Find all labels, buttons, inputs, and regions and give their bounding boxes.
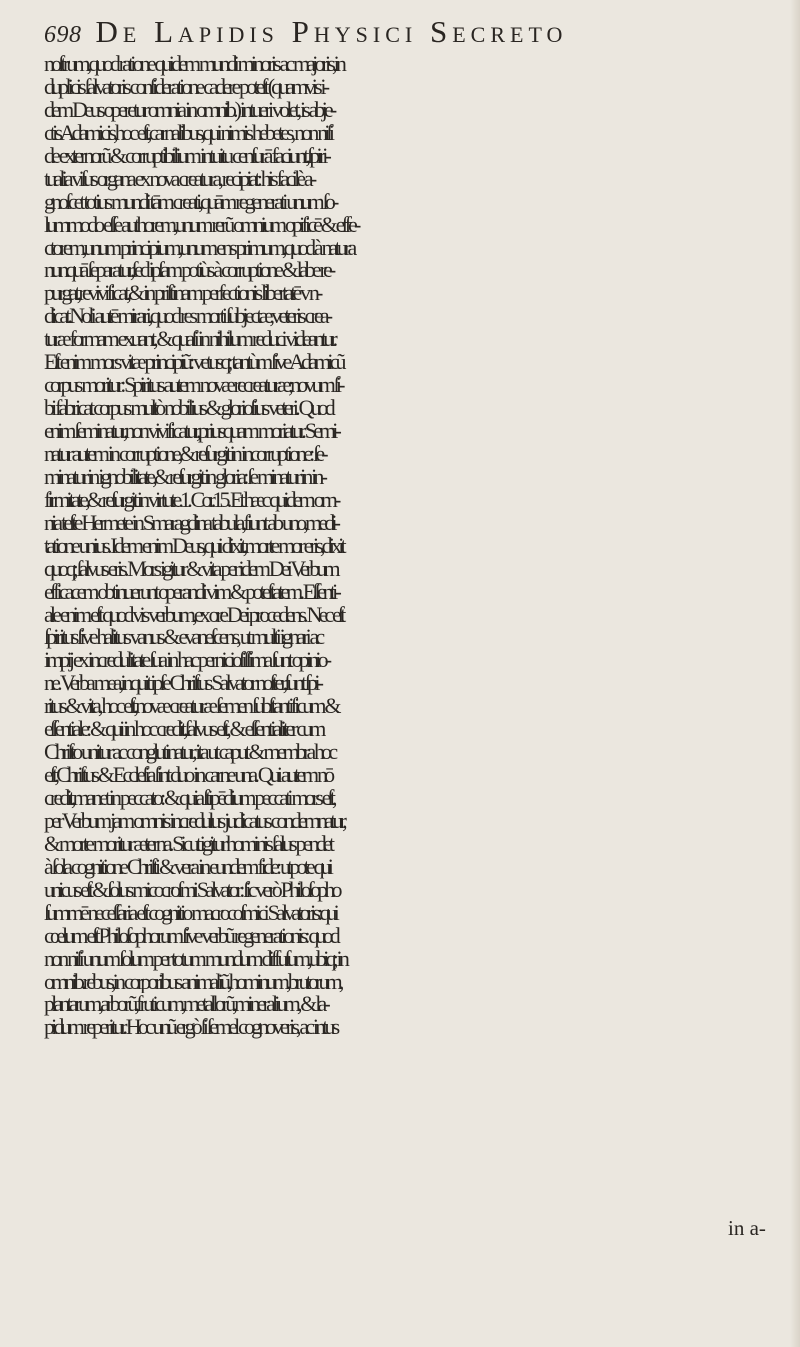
text-line: ne. Verba mea,inquit ipſe Chriſtus Salvator noſter,ſunt ſpi- [44, 672, 321, 696]
text-line: minatur in ignobilitate,& reſurgit in gloria: ſe minatur in in- [44, 465, 325, 489]
text-line: ctorem,unum principium,unum ens primum,quod à natura [44, 236, 354, 260]
running-title: De Lapidis Physici Secreto [95, 14, 568, 49]
text-line: noſtrum,quod ratione quidem mundi minoris ac majoris,in [44, 53, 344, 76]
text-line: Chriſto unitur ac conglutinatur, ita ut caput & membra hoc [44, 741, 335, 765]
text-line: nia teſte Hermete in Smaragdina tabula,fiunt ab uno,medi- [44, 511, 338, 535]
catchword: in a- [728, 1216, 766, 1240]
text-line: credit,manet in peccato: & quia ſtipēdium peccati mors eſt, [44, 787, 334, 810]
text-line: ale enim eſt quod vis verbum,ex ore Dei procedens. Nec eſt [44, 603, 343, 627]
text-line: turæ formam exuant, & quaſi in nihilum reduci videantur. [44, 328, 335, 352]
text-line: impij ex incredulitate ſua in hac pernicioſiſſima ſunt opinio- [44, 649, 329, 673]
text-line: nunquā ſeparatur,ſed ipſam potiùs à corruptione & labe re- [44, 259, 333, 283]
text-line: tatione unius. Idem enim Deus,qui dixit,morte mor eris,dixit [44, 534, 343, 558]
text-line: tualia viſus organa ex nova creatura, recipiat: his facilè a- [44, 167, 314, 191]
text-line: Eſt enim mors vitæ principiũ: vetusq; tantùm ſive Adamicũ [44, 351, 343, 375]
text-line: omnib.rebus,in corporibus animaliũ,hominum,brutorum, [44, 970, 341, 994]
text-line: ſummē neceſſaria eſt cognitio macrocoſmici Salvatoris:qui [44, 901, 336, 925]
text-line: plantarum,arborũ,fruticum,metallorũ,mineralium, & la- [44, 993, 327, 1017]
text-line: natur autem in corruptione,& reſurgit in incorruptione: ſe- [44, 442, 325, 466]
text-line: gnoſcet totius mundi tām creati,quām regenerati unum ſo- [44, 190, 336, 214]
text-line: eſt,Chriſtus & Eccleſia ſint duo in carne una. Qui autem nō [44, 764, 332, 787]
text-line: bi fabricat corpus multò nobilius & glorioſius veteri. Quod [44, 397, 332, 420]
running-head [44, 14, 764, 54]
text-line: ſpiritus ſive halitus vanus & evaneſcens, ut multi ignari ac [44, 626, 322, 650]
text-line: non niſi unum ſolum per totum mundum diffuſum,ubiq; in [44, 947, 346, 971]
text-line: & morte moritur æterna. Sicut igitur hominis ſalus pendet [44, 832, 332, 856]
text-line: efficacem obtinuerunt operandi vim & poteſtatem. Eſſenti- [44, 580, 338, 604]
text-line: ritus & vita, hoc eſt,novæ creaturæ ſemen ſubſtantificum & [44, 695, 338, 719]
text-line: eſſentiale: & qui in hoc credit,ſalvus eſt, & eſſentialiter cum [44, 718, 323, 742]
text-line: firmitate,& reſurgit in virtute.1. Cor.15. Et hæc quidem om- [44, 488, 338, 512]
text-line: duplicis ſalvatoris conſideratione cadere poteſt (quamvis i- [44, 75, 327, 99]
body-text [44, 53, 784, 1039]
text-line: pidum reperitur. Hoc unũ ergò ſi ſemel cognoveris, ac intus [44, 1016, 337, 1040]
text-line: de externorũ & corruptibilium intuitu cenſurā faciunt,ſpiri- [44, 144, 329, 168]
text-line: purgat,revivificat,& in priſtinam perfectionis libertatē v n- [44, 282, 320, 306]
page-number: 698 [44, 22, 82, 48]
text-line: quoq; ſalvus eris. Mors igitur & vita per idem Dei Verbum [44, 557, 337, 581]
page-edge [790, 0, 800, 1347]
text-line: per Verbum jam omnis incredulus judicatus condemnatur, [44, 809, 344, 833]
text-line: dicat.Noli autē mirari,quod res morti ſubjectæ,veteris crea- [44, 305, 330, 329]
text-line: unicus eſt & ſolus micocroſmi Salvator: ſic verò Philoſopho [44, 878, 339, 902]
text-line: cœlum eſt Philoſophorum ſive verbũ regenerationis: quod [44, 924, 337, 948]
text-line: lummodo eſſe authorem,unum rerũ omnium opificē & effe- [44, 213, 358, 237]
text-line: dem Deus operetur omnia in omnib.) intueri volet, is abje- [44, 98, 334, 122]
text-line: enim ſeminatur,non vivificatur,priusquam moriatur. Semi- [44, 420, 339, 443]
text-line: corpus moritur: Spiritus autem novæ recreaturæ;novum ſi- [44, 374, 342, 398]
text-line: ctis Adamicis,hoc eſt,carnalibus,qui nimis hebetes, non niſi [44, 121, 332, 145]
text-line: à ſola cognitione Chriſti & vera in eundem fide: utpote qui [44, 855, 331, 879]
